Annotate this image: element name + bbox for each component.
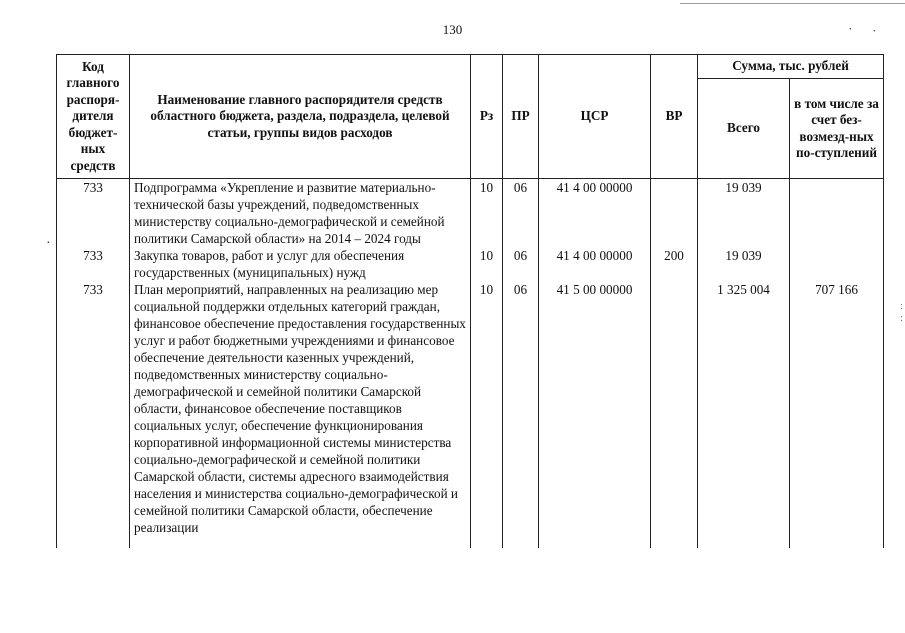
scan-speck: ·	[46, 236, 51, 251]
cell-code: 733	[57, 247, 130, 281]
cell-total: 1 325 004	[698, 281, 790, 548]
header-rz: Рз	[471, 55, 503, 179]
cell-name: Подпрограмма «Укрепление и развитие материально-технической базы учреждений, подведомственных министерству социально-демографической и семейной политики Самарской области» на 2014 – 2024 годы	[130, 179, 471, 248]
scan-speck: ˙	[872, 28, 877, 43]
cell-vr: 200	[651, 247, 698, 281]
cell-code: 733	[57, 179, 130, 248]
header-total: Всего	[698, 79, 790, 179]
scan-speck: ˙	[848, 26, 853, 41]
header-name: Наименование главного распорядителя средств областного бюджета, раздела, подраздела, целевой статьи, группы видов расходов	[130, 55, 471, 179]
cell-total: 19 039	[698, 179, 790, 248]
header-csr: ЦСР	[539, 55, 651, 179]
page-number: 130	[442, 22, 463, 37]
scan-top-line	[680, 3, 905, 4]
header-gratuitous: в том числе за счет без-возмезд-ных по-ступлений	[790, 79, 884, 179]
cell-pr: 06	[503, 179, 539, 248]
header-sum: Сумма, тыс. рублей	[698, 55, 884, 79]
table-row	[57, 179, 884, 248]
cell-pr: 06	[503, 247, 539, 281]
cell-gratuitous: 707 166	[790, 281, 884, 548]
cell-pr: 06	[503, 281, 539, 548]
header-vr: ВР	[651, 55, 698, 179]
scan-margin-marks: : :	[899, 300, 903, 324]
cell-vr	[651, 179, 698, 248]
cell-csr: 41 5 00 00000	[539, 281, 651, 548]
table-row	[57, 247, 884, 281]
header-code: Код главного распоря-дителя бюджет-ных средств	[57, 55, 130, 179]
table-row	[57, 281, 884, 548]
cell-name: План мероприятий, направленных на реализацию мер социальной поддержки отдельных категорий граждан, финансовое обеспечение предоставления государственных услуг и работ бюджетными учреждениями и финансовое обеспечение деятельности казенных учреждений, подведомственных министерству социально-демографической и семейной политики Самарской области, финансовое обеспечение поставщиков социальных услуг, обеспечение функционирования корпоративной информационной системы министерства социально-демографической и семейной политики Самарской области, системы адресного взаимодействия населения и министерства социально-демографической и семейной политики Самарской области, обеспечение реализации	[130, 281, 471, 548]
cell-csr: 41 4 00 00000	[539, 179, 651, 248]
cell-rz: 10	[471, 281, 503, 548]
cell-rz: 10	[471, 179, 503, 248]
cell-name: Закупка товаров, работ и услуг для обеспечения государственных (муниципальных) нужд	[130, 247, 471, 281]
cell-gratuitous	[790, 247, 884, 281]
budget-table	[56, 54, 884, 548]
cell-gratuitous	[790, 179, 884, 248]
cell-total: 19 039	[698, 247, 790, 281]
cell-csr: 41 4 00 00000	[539, 247, 651, 281]
header-pr: ПР	[503, 55, 539, 179]
cell-vr	[651, 281, 698, 548]
cell-code: 733	[57, 281, 130, 548]
cell-rz: 10	[471, 247, 503, 281]
